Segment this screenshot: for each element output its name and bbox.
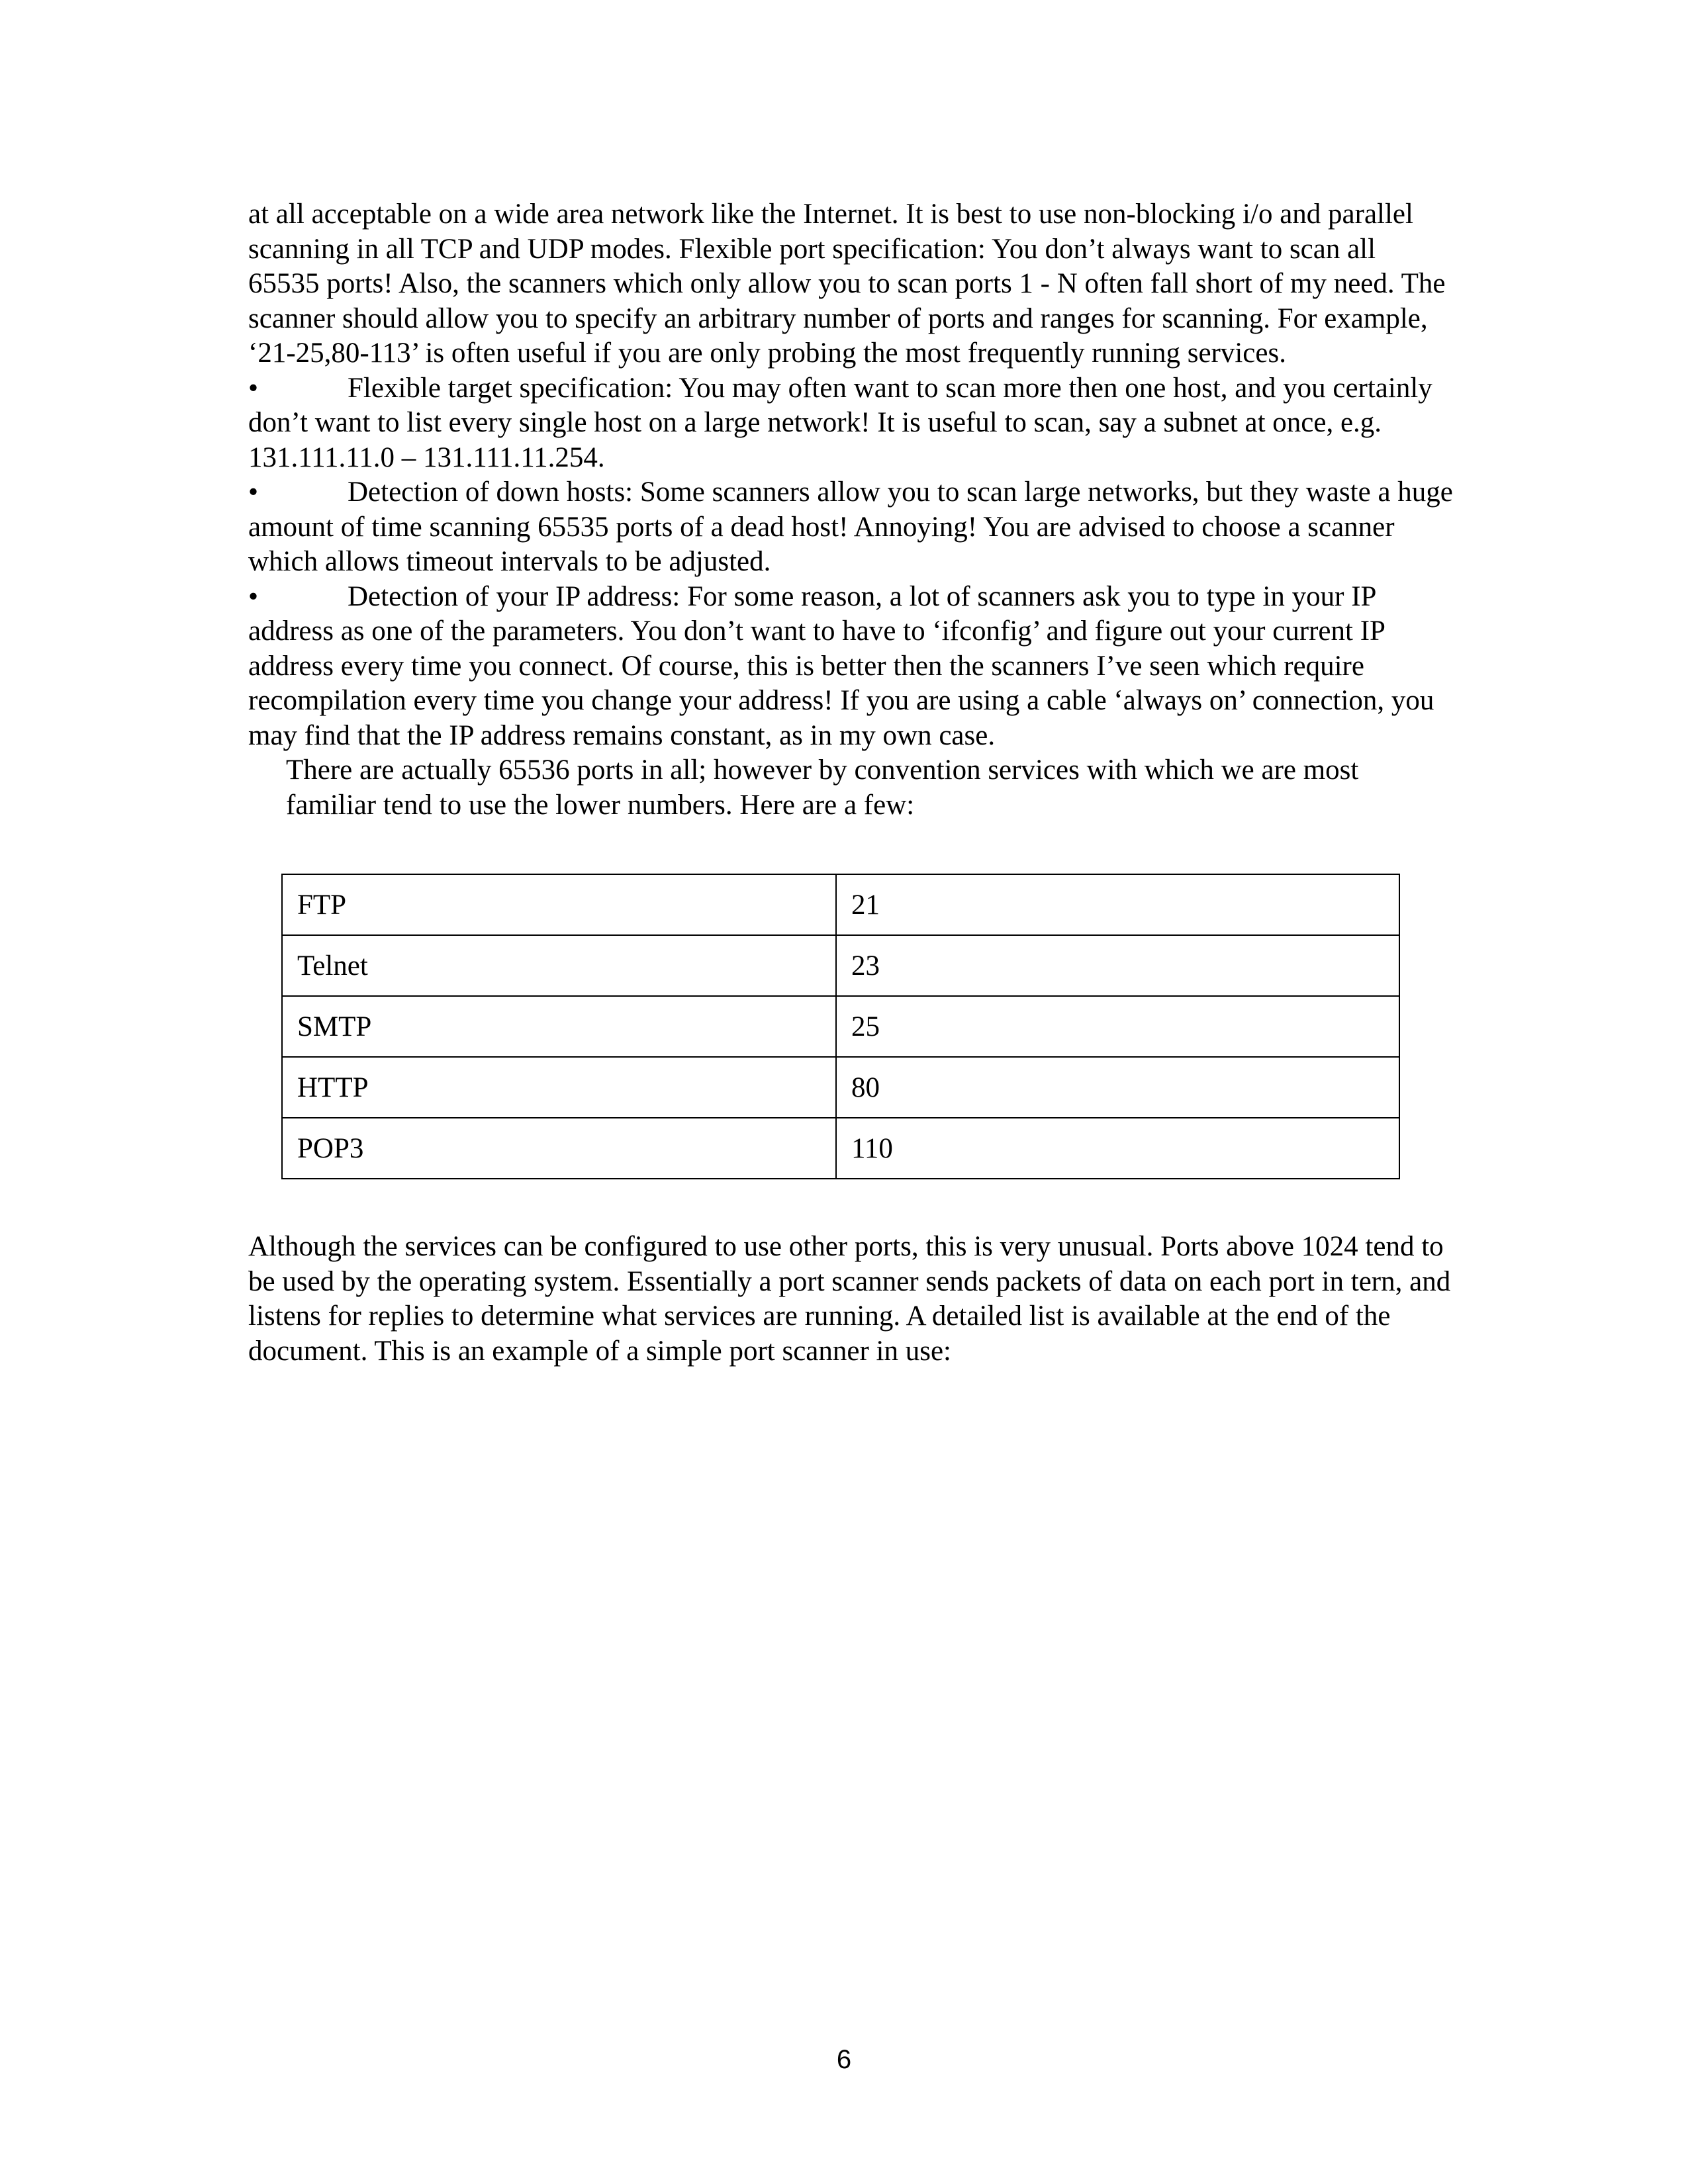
ports-table	[281, 874, 1400, 1179]
ports-intro-paragraph: There are actually 65536 ports in all; however by convention services with which we are most familiar tend to use the lower numbers. Here are a few:	[286, 754, 1359, 821]
closing-paragraph: Although the services can be configured to use other ports, this is very unusual. Ports above 1024 tend to be used by the operating system. Essentially a port scanner sends packets of data on each port in tern, and listens for replies to determine what services are running. A detailed list is available at the end of the document. This is an example of a simple port scanner in use:	[248, 1231, 1451, 1367]
bullet-mark: •	[248, 372, 259, 404]
table-row	[282, 996, 1399, 1057]
port-cell: 80	[836, 1057, 1399, 1118]
bullet-text: Detection of your IP address: For some reason, a lot of scanners ask you to type in your IP address as one of the parameters. You don’t want to have to ‘ifconfig’ and figure out your current IP address every time you connect. Of course, this is better then the scanners I’ve seen which require recompilation every time you change your address! If you are using a cable ‘always on’ connection, you may find that the IP address remains constant, as in my own case.	[248, 580, 1434, 751]
body-text-top	[248, 197, 1453, 823]
port-cell: 110	[836, 1118, 1399, 1179]
bullet-mark: •	[248, 580, 259, 612]
service-cell: FTP	[282, 874, 836, 935]
service-cell: HTTP	[282, 1057, 836, 1118]
table-row	[282, 874, 1399, 935]
service-cell: Telnet	[282, 935, 836, 996]
service-cell: SMTP	[282, 996, 836, 1057]
bullet-item-down-hosts	[248, 475, 1453, 580]
port-cell: 25	[836, 996, 1399, 1057]
intro-paragraph: at all acceptable on a wide area network like the Internet. It is best to use non-blocking i/o and parallel scanning in all TCP and UDP modes. Flexible port specification: You don’t always want to scan all 65535 ports! Also, the scanners which only allow you to scan ports 1 - N often fall short of my need. The scanner should allow you to specify an arbitrary number of ports and ranges for scanning. For example, ‘21-25,80-113’ is often useful if you are only probing the most frequently running services.	[248, 199, 1446, 369]
bullet-text: Flexible target specification: You may often want to scan more then one host, and you certainly don’t want to list every single host on a large network! It is useful to scan, say a subnet at once, e.g. 131.111.11.0 – 131.111.11.254.	[248, 372, 1432, 473]
page-number: 6	[836, 2045, 852, 2074]
service-cell: POP3	[282, 1118, 836, 1179]
table-row	[282, 935, 1399, 996]
port-cell: 23	[836, 935, 1399, 996]
body-text-bottom	[248, 1230, 1453, 1369]
bullet-item-ip-address	[248, 580, 1453, 754]
bullet-item-target-spec	[248, 371, 1453, 476]
bullet-text: Detection of down hosts: Some scanners allow you to scan large networks, but they waste a huge amount of time scanning 65535 ports of a dead host! Annoying! You are advised to choose a scanner which allows timeout intervals to be adjusted.	[248, 477, 1453, 577]
table-row	[282, 1118, 1399, 1179]
bullet-mark: •	[248, 477, 259, 508]
port-cell: 21	[836, 874, 1399, 935]
table-row	[282, 1057, 1399, 1118]
